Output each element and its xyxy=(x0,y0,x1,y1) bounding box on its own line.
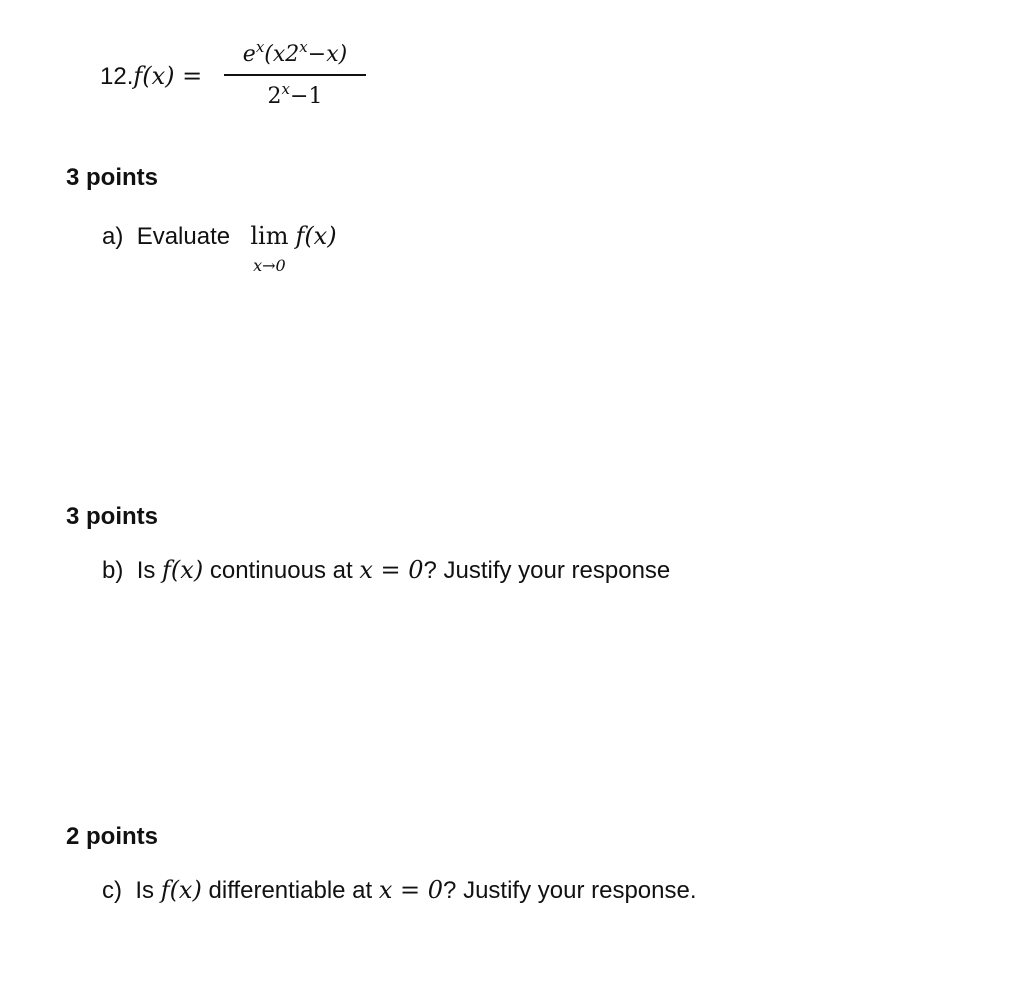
fraction-denominator: $2^x-1$ xyxy=(267,80,323,109)
limit-expression: f(x) xyxy=(295,222,337,250)
points-label-b: 3 points xyxy=(66,503,159,530)
question-text: Is xyxy=(135,877,155,904)
question-letter: b) xyxy=(102,557,124,584)
problem-header xyxy=(100,62,202,91)
question-c xyxy=(102,876,697,905)
question-b xyxy=(102,556,670,585)
question-letter: a) xyxy=(102,223,124,250)
points-label-a: 3 points xyxy=(66,164,159,191)
function-expression: f(x) xyxy=(162,556,204,584)
fraction-bar xyxy=(224,74,366,76)
question-text: continuous at xyxy=(209,557,353,584)
function-lhs: f(x) = xyxy=(133,62,203,90)
question-text: Evaluate xyxy=(136,223,231,250)
fraction-numerator: $e^x(x2^x-x)$ xyxy=(242,38,348,67)
question-text: ? Justify your response xyxy=(423,557,671,584)
question-text: ? Justify your response. xyxy=(443,877,697,904)
question-text: differentiable at xyxy=(208,877,373,904)
points-label-c: 2 points xyxy=(66,823,159,850)
question-letter: c) xyxy=(102,877,122,904)
condition-expression: x = 0 xyxy=(359,556,424,584)
function-expression: f(x) xyxy=(160,876,202,904)
question-text: Is xyxy=(136,557,156,584)
problem-number: 12. xyxy=(100,63,134,90)
function-fraction xyxy=(224,40,366,112)
limit-subscript: x→0 xyxy=(253,256,286,275)
question-a xyxy=(102,222,337,275)
limit-operator: lim x→0 xyxy=(243,222,295,250)
condition-expression: x = 0 xyxy=(378,876,444,904)
